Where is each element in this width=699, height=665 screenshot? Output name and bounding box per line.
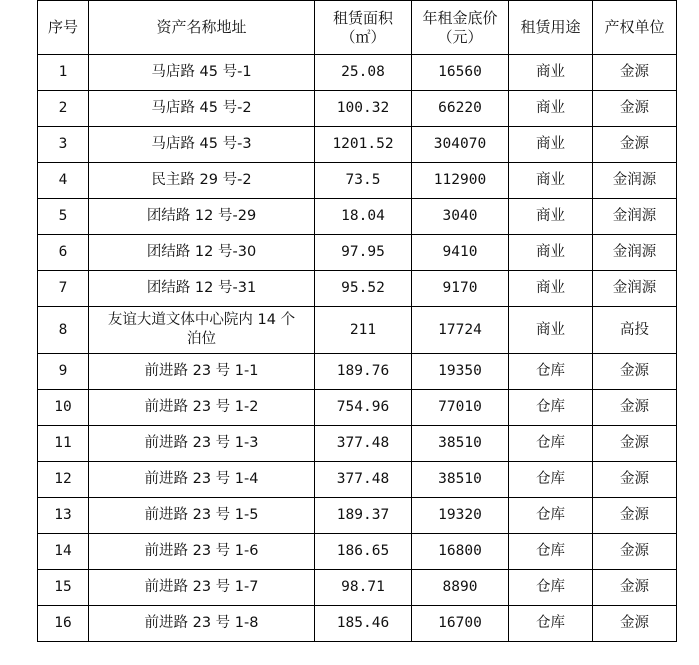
cell-rent: 9410 (412, 235, 509, 271)
cell-use: 仓库 (509, 390, 593, 426)
table-row (38, 498, 677, 534)
cell-use: 仓库 (509, 498, 593, 534)
cell-seq: 12 (38, 462, 89, 498)
header-area-line1: 租赁面积 (332, 8, 393, 27)
header-area (315, 1, 412, 55)
cell-area: 97.95 (315, 235, 412, 271)
cell-name: 团结路 12 号-29 (89, 199, 315, 235)
table-row (38, 534, 677, 570)
cell-use: 商业 (509, 199, 593, 235)
cell-area: 377.48 (315, 462, 412, 498)
cell-owner: 金源 (593, 390, 677, 426)
cell-name: 马店路 45 号-3 (89, 127, 315, 163)
cell-seq: 14 (38, 534, 89, 570)
cell-name: 前进路 23 号 1-7 (89, 570, 315, 606)
cell-owner: 高投 (593, 307, 677, 354)
cell-seq: 5 (38, 199, 89, 235)
header-use: 租赁用途 (509, 1, 593, 55)
header-name: 资产名称地址 (89, 1, 315, 55)
cell-area: 189.76 (315, 354, 412, 390)
table-row (38, 606, 677, 642)
cell-rent: 38510 (412, 426, 509, 462)
table-row (38, 307, 677, 354)
cell-area: 25.08 (315, 55, 412, 91)
header-rent-line1: 年租金底价 (422, 8, 498, 27)
cell-area: 189.37 (315, 498, 412, 534)
cell-area: 754.96 (315, 390, 412, 426)
cell-rent: 304070 (412, 127, 509, 163)
cell-owner: 金源 (593, 127, 677, 163)
cell-area: 100.32 (315, 91, 412, 127)
cell-seq: 2 (38, 91, 89, 127)
cell-area: 95.52 (315, 271, 412, 307)
cell-area: 18.04 (315, 199, 412, 235)
cell-seq: 16 (38, 606, 89, 642)
cell-use: 商业 (509, 271, 593, 307)
cell-rent: 3040 (412, 199, 509, 235)
cell-owner: 金源 (593, 606, 677, 642)
cell-seq: 6 (38, 235, 89, 271)
table-row (38, 354, 677, 390)
cell-name (89, 307, 315, 354)
cell-name: 前进路 23 号 1-8 (89, 606, 315, 642)
cell-name: 前进路 23 号 1-6 (89, 534, 315, 570)
cell-owner: 金润源 (593, 163, 677, 199)
cell-name: 马店路 45 号-1 (89, 55, 315, 91)
cell-use: 仓库 (509, 606, 593, 642)
cell-rent: 38510 (412, 462, 509, 498)
cell-name: 团结路 12 号-31 (89, 271, 315, 307)
cell-rent: 16560 (412, 55, 509, 91)
header-rent (412, 1, 509, 55)
cell-name: 前进路 23 号 1-1 (89, 354, 315, 390)
header-rent-line2: （元） (437, 27, 483, 46)
cell-seq: 11 (38, 426, 89, 462)
header-owner: 产权单位 (593, 1, 677, 55)
cell-use: 商业 (509, 55, 593, 91)
table-row (38, 163, 677, 199)
cell-use: 商业 (509, 127, 593, 163)
cell-rent: 112900 (412, 163, 509, 199)
cell-owner: 金润源 (593, 235, 677, 271)
cell-rent: 66220 (412, 91, 509, 127)
cell-use: 仓库 (509, 570, 593, 606)
cell-use: 仓库 (509, 534, 593, 570)
asset-lease-table (37, 0, 677, 642)
cell-area: 1201.52 (315, 127, 412, 163)
cell-use: 商业 (509, 163, 593, 199)
cell-owner: 金源 (593, 55, 677, 91)
cell-name: 前进路 23 号 1-3 (89, 426, 315, 462)
cell-seq: 4 (38, 163, 89, 199)
cell-owner: 金源 (593, 498, 677, 534)
table-row (38, 570, 677, 606)
cell-seq: 13 (38, 498, 89, 534)
cell-area: 73.5 (315, 163, 412, 199)
cell-name: 团结路 12 号-30 (89, 235, 315, 271)
cell-owner: 金源 (593, 91, 677, 127)
cell-seq: 9 (38, 354, 89, 390)
cell-owner: 金源 (593, 462, 677, 498)
cell-rent: 77010 (412, 390, 509, 426)
cell-name-line1: 友谊大道文体中心院内 14 个 (107, 312, 296, 328)
table-row (38, 390, 677, 426)
cell-name: 前进路 23 号 1-2 (89, 390, 315, 426)
header-area-line2: （㎡） (340, 27, 386, 46)
cell-area: 185.46 (315, 606, 412, 642)
table-row (38, 426, 677, 462)
cell-name: 前进路 23 号 1-5 (89, 498, 315, 534)
cell-name-line2: 泊位 (187, 331, 216, 347)
header-seq: 序号 (38, 1, 89, 55)
cell-rent: 9170 (412, 271, 509, 307)
cell-use: 仓库 (509, 426, 593, 462)
cell-rent: 19320 (412, 498, 509, 534)
table-row (38, 235, 677, 271)
table-row (38, 199, 677, 235)
table-row (38, 55, 677, 91)
cell-use: 仓库 (509, 354, 593, 390)
cell-area: 186.65 (315, 534, 412, 570)
cell-use: 商业 (509, 307, 593, 354)
cell-owner: 金源 (593, 354, 677, 390)
cell-owner: 金源 (593, 570, 677, 606)
cell-rent: 8890 (412, 570, 509, 606)
table-row (38, 127, 677, 163)
cell-seq: 7 (38, 271, 89, 307)
table-row (38, 91, 677, 127)
cell-owner: 金源 (593, 534, 677, 570)
cell-seq: 1 (38, 55, 89, 91)
cell-owner: 金润源 (593, 271, 677, 307)
cell-name: 马店路 45 号-2 (89, 91, 315, 127)
cell-use: 商业 (509, 235, 593, 271)
cell-seq: 10 (38, 390, 89, 426)
cell-area: 98.71 (315, 570, 412, 606)
cell-rent: 16800 (412, 534, 509, 570)
cell-seq: 3 (38, 127, 89, 163)
header-row (38, 1, 677, 55)
cell-rent: 19350 (412, 354, 509, 390)
cell-use: 仓库 (509, 462, 593, 498)
cell-seq: 15 (38, 570, 89, 606)
cell-area: 211 (315, 307, 412, 354)
cell-rent: 17724 (412, 307, 509, 354)
cell-owner: 金源 (593, 426, 677, 462)
cell-use: 商业 (509, 91, 593, 127)
table-row (38, 271, 677, 307)
cell-name: 前进路 23 号 1-4 (89, 462, 315, 498)
table-row (38, 462, 677, 498)
cell-rent: 16700 (412, 606, 509, 642)
cell-area: 377.48 (315, 426, 412, 462)
cell-owner: 金润源 (593, 199, 677, 235)
cell-name: 民主路 29 号-2 (89, 163, 315, 199)
cell-seq: 8 (38, 307, 89, 354)
